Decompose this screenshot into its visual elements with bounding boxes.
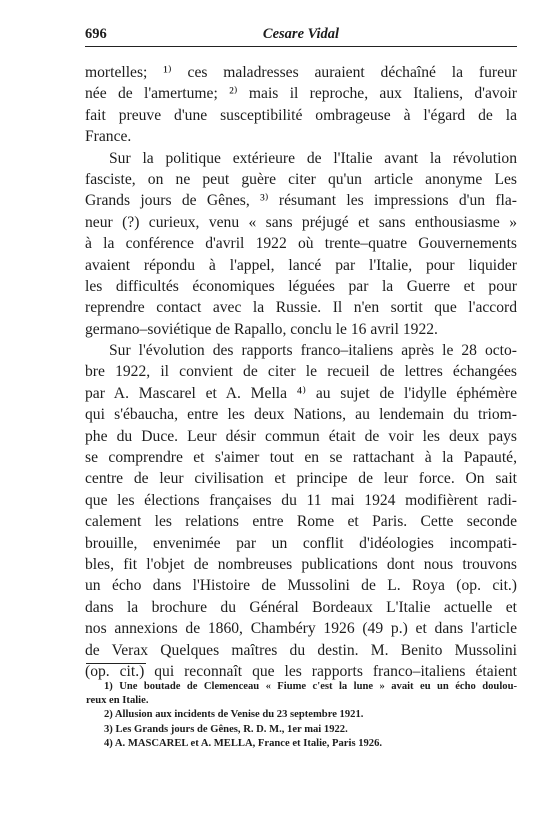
text-line: de Verax Quelques maîtres du destin. M. Benito Mussolini — [85, 641, 517, 659]
footnote-rule — [86, 663, 146, 664]
text-line: calement les relations entre Rome et Paris. Cette seconde — [85, 513, 517, 531]
text-line: nos annexions de 1860, Chambéry 1926 (49 p.) et dans l'article — [85, 620, 517, 638]
header-rule — [85, 46, 517, 47]
text-line: bles, fit l'objet de nombreuses publications dont nous trouvons — [85, 555, 517, 573]
text-line: bre 1922, il convient de citer le recueil de lettres échangées — [85, 363, 517, 381]
text-line: fasciste, on ne peut guère citer qu'un article anonyme Les — [85, 170, 517, 188]
text-line: que les élections françaises du 11 mai 1924 modifièrent radi- — [85, 491, 517, 509]
text-line: neur (?) curieux, venu « sans préjugé et sans enthousiasme » — [85, 213, 517, 231]
page-header — [85, 26, 517, 48]
text-line: fait preuve d'une susceptibilité ombrageuse à l'égard de la — [85, 106, 517, 124]
text-line: mortelles; ¹⁾ ces maladresses auraient déchaîné la fureur — [85, 64, 517, 81]
text-line: centre de leur civilisation et principe de leur force. On sait — [85, 470, 517, 488]
text-line: par A. Mascarel et A. Mella ⁴⁾ au sujet de l'idylle éphémère — [85, 384, 517, 402]
body-text — [85, 62, 517, 682]
footnote: 1) Une boutade de Clemenceau « Fiume c'est la lune » avait eu un écho doulou- — [104, 681, 517, 692]
text-line: les difficultés économiques léguées par la Guerre et pour — [85, 277, 517, 295]
footnotes — [86, 680, 517, 751]
text-line: phe du Duce. Leur désir commun était de voir les deux pays — [85, 427, 517, 445]
text-line: un écho dans l'Histoire de Mussolini de L. Roya (op. cit.) — [85, 577, 517, 595]
text-line: avaient répondu à l'appel, lancé par l'Italie, pour liquider — [85, 256, 517, 274]
text-line: née de l'amertume; ²⁾ mais il reproche, aux Italiens, d'avoir — [85, 85, 517, 103]
text-line: France. — [85, 128, 132, 146]
text-line: qui s'ébaucha, entre les deux Nations, au lendemain du triom- — [85, 406, 517, 424]
text-line: Grands jours de Gênes, ³⁾ résumant les impressions d'un fla- — [85, 192, 517, 210]
footnote: 2) Allusion aux incidents de Venise du 23 septembre 1921. — [104, 709, 364, 721]
running-title: Cesare Vidal — [262, 26, 340, 42]
text-line: Sur la politique extérieure de l'Italie avant la révolution — [109, 149, 517, 167]
text-line: à la conférence d'avril 1922 où trente–quatre Gouvernements — [85, 235, 517, 253]
text-line: Sur l'évolution des rapports franco–italiens après le 28 octo- — [109, 342, 517, 360]
text-line: dans la brochure du Général Bordeaux L'Italie actuelle et — [85, 598, 517, 616]
text-line: se comprendre et s'aimer tout en se rattachant à la Papauté, — [85, 449, 517, 467]
footnote: 3) Les Grands jours de Gênes, R. D. M., 1er mai 1922. — [104, 723, 348, 735]
footnote: 4) A. MASCAREL et A. MELLA, France et Italie, Paris 1926. — [104, 737, 383, 749]
text-line: reprendre contact avec la Russie. Il n'en sortit que l'accord — [85, 299, 517, 317]
footnote-continuation: reux en Italie. — [86, 695, 149, 707]
text-line: (op. cit.) qui reconnaît que les rapports franco–italiens étaient — [85, 662, 517, 680]
text-line: germano–soviétique de Rapallo, conclu le 16 avril 1922. — [85, 320, 438, 338]
page-number: 696 — [85, 26, 107, 42]
text-line: brouille, envenimée par un conflit d'idéologies incompati- — [85, 534, 517, 552]
